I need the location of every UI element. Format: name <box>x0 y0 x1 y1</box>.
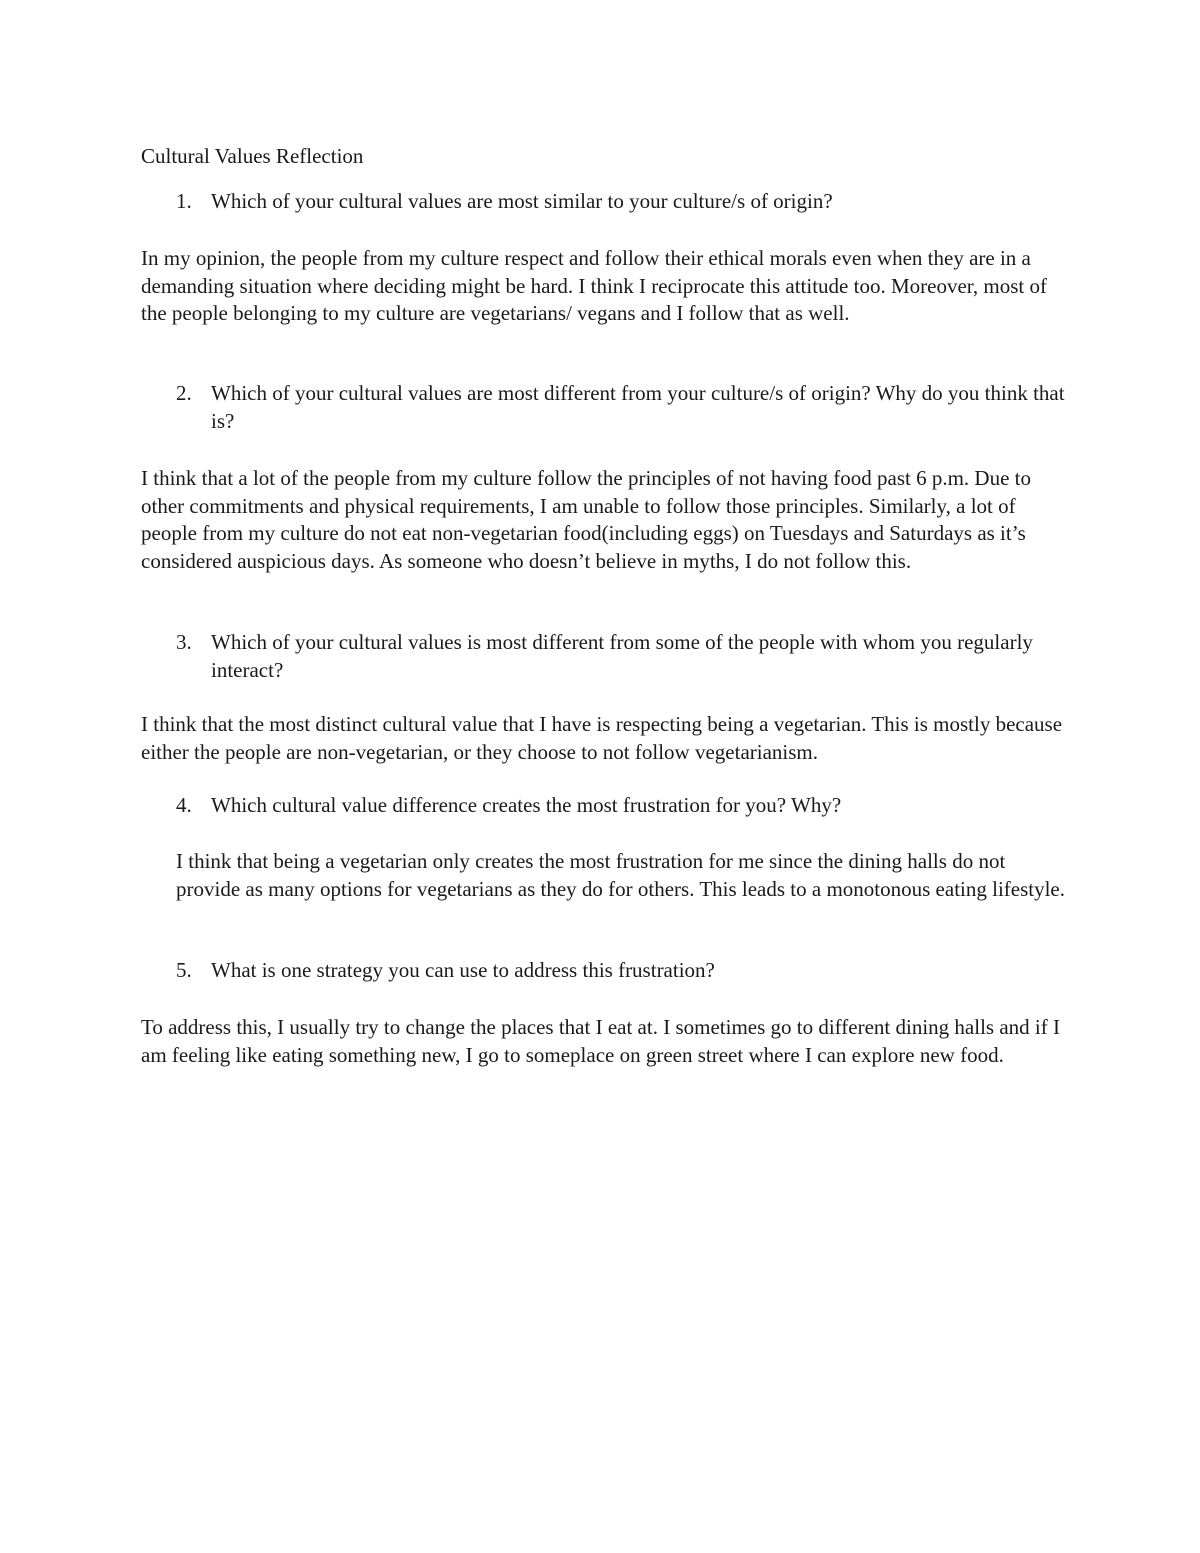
document-title: Cultural Values Reflection <box>141 144 364 168</box>
question-text: Which cultural value difference creates the most frustration for you? Why? <box>211 793 842 817</box>
question-3 <box>176 629 1076 684</box>
answer-4: I think that being a vegetarian only creates the most frustration for me since the dining halls do not provide as many options for vegetarians as they do for others. This leads to a monotonous eating lifestyle. <box>176 849 1066 901</box>
question-number: 1. <box>176 189 192 213</box>
question-text: What is one strategy you can use to address this frustration? <box>211 958 715 982</box>
question-text: Which of your cultural values are most different from your culture/s of origin? Why do you think that is? <box>211 381 1065 433</box>
question-1 <box>176 188 1076 216</box>
answer-3: I think that the most distinct cultural value that I have is respecting being a vegetarian. This is mostly because either the people are non-vegetarian, or they choose to not follow vegetarianism. <box>141 712 1063 764</box>
answer-2: I think that a lot of the people from my culture follow the principles of not having food past 6 p.m. Due to other commitments and physical requirements, I am unable to follow those principles. Similarly, a lot of people from my culture do not eat non-vegetarian food(including eggs) on Tuesdays and Saturdays as it’s considered auspicious days. As someone who doesn’t believe in myths, I do not follow this. <box>141 466 1031 573</box>
answer-5: To address this, I usually try to change the places that I eat at. I sometimes go to different dining halls and if I am feeling like eating something new, I go to someplace on green street where I can explore new food. <box>141 1015 1060 1067</box>
question-number: 3. <box>176 630 192 654</box>
question-number: 5. <box>176 958 192 982</box>
question-text: Which of your cultural values are most similar to your culture/s of origin? <box>211 189 833 213</box>
question-2 <box>176 380 1076 435</box>
question-number: 4. <box>176 793 192 817</box>
question-5 <box>176 957 1076 985</box>
question-number: 2. <box>176 381 192 405</box>
question-text: Which of your cultural values is most different from some of the people with whom you regularly interact? <box>211 630 1033 682</box>
question-4 <box>176 792 1076 820</box>
answer-1: In my opinion, the people from my culture respect and follow their ethical morals even when they are in a demanding situation where deciding might be hard. I think I reciprocate this attitude too. Moreover, most of the people belonging to my culture are vegetarians/ vegans and I follow that as well. <box>141 246 1048 325</box>
